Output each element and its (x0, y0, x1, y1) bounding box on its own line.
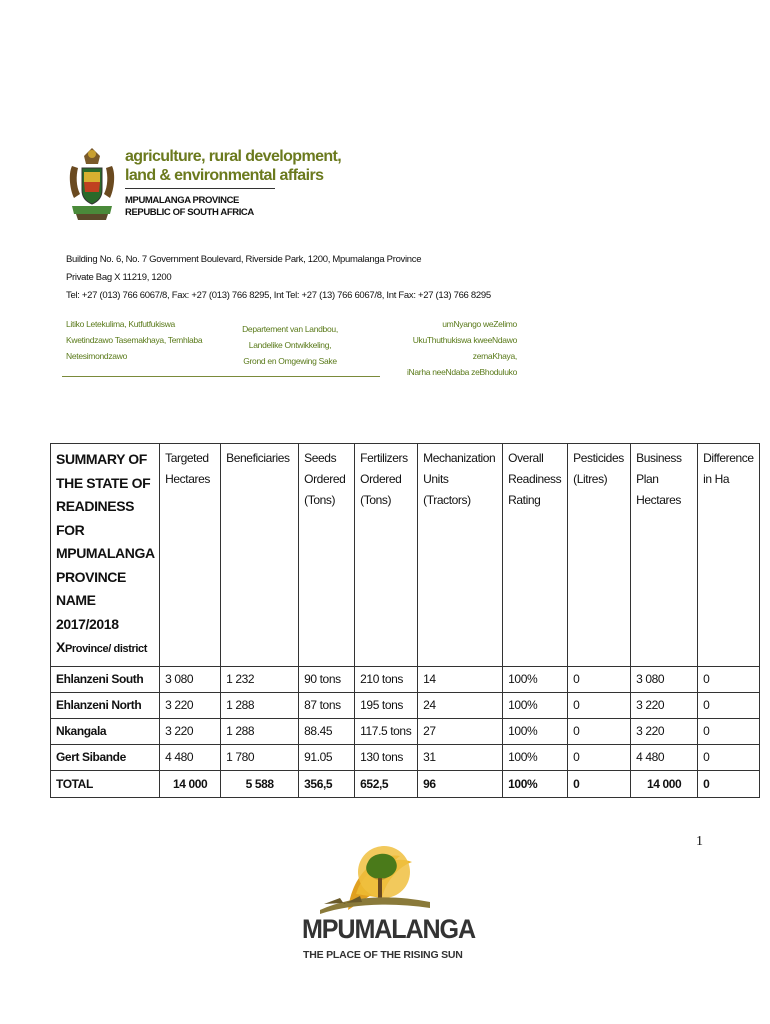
lang-line: Landelike Ontwikkeling, (248, 340, 332, 350)
footer-province-name: MPUMALANGA (302, 914, 475, 944)
cell: 3 220 (160, 692, 221, 718)
total-cell: 0 (698, 770, 759, 797)
lang-line: Netesimondzawo (66, 351, 127, 361)
column-header: Overall Readiness Rating (503, 444, 568, 667)
cell: 1 780 (221, 744, 299, 770)
department-name-ndebele (370, 316, 517, 380)
cell: 4 480 (631, 744, 698, 770)
cell: 27 (418, 718, 503, 744)
cell: 0 (698, 744, 759, 770)
country-name: REPUBLIC OF SOUTH AFRICA (125, 207, 254, 218)
cell: 14 (418, 666, 503, 692)
total-cell: 356,5 (299, 770, 355, 797)
total-cell: 5 588 (221, 770, 299, 797)
column-header: Business Plan Hectares (631, 444, 698, 667)
table-row (51, 744, 760, 770)
table-row (51, 692, 760, 718)
department-title (125, 147, 341, 185)
table-title: SUMMARY OF THE STATE OF READINESS FOR MPUMALANGA PROVINCE NAME 2017/2018 (56, 451, 155, 632)
contact-numbers: Tel: +27 (013) 766 6067/8, Fax: +27 (013) 766 8295, Int Tel: +27 (13) 766 6067/8, Int Fax: +27 (13) 766 8295 (66, 290, 491, 301)
total-label: TOTAL (51, 770, 160, 797)
cell: 117.5 tons (355, 718, 418, 744)
cell: 88.45 (299, 718, 355, 744)
cell: 24 (418, 692, 503, 718)
cell: 0 (568, 666, 631, 692)
department-title-line1: agriculture, rural development, (125, 148, 342, 165)
cell: 195 tons (355, 692, 418, 718)
total-row (51, 770, 760, 797)
district-name: Ehlanzeni North (51, 692, 160, 718)
lang-line: Kwetindzawo Tasemakhaya, Temhlaba (66, 335, 203, 345)
coat-of-arms-icon (64, 144, 120, 222)
cell: 31 (418, 744, 503, 770)
readiness-summary-table (50, 443, 760, 798)
table-title-sub: Province/ district (64, 643, 148, 655)
lang-line: UkuThuthukiswa kweeNdawo zemaKhaya, (412, 335, 517, 361)
lang-line: umNyango weZelimo (442, 319, 517, 329)
table-row (51, 718, 760, 744)
cell: 100% (503, 666, 568, 692)
cell: 3 220 (631, 718, 698, 744)
cell: 0 (698, 692, 759, 718)
cell: 130 tons (355, 744, 418, 770)
table-row (51, 666, 760, 692)
cell: 0 (698, 666, 759, 692)
cell: 0 (698, 718, 759, 744)
column-header: Fertilizers Ordered (Tons) (355, 444, 418, 667)
cell: 90 tons (299, 666, 355, 692)
cell: 3 080 (631, 666, 698, 692)
cell: 100% (503, 692, 568, 718)
table-title-cell (51, 444, 160, 667)
column-header: Seeds Ordered (Tons) (299, 444, 355, 667)
department-name-afrikaans (240, 321, 340, 369)
department-title-line2: land & environmental affairs (125, 167, 324, 184)
cell: 91.05 (299, 744, 355, 770)
cell: 0 (568, 692, 631, 718)
district-name: Ehlanzeni South (51, 666, 160, 692)
table-header-row (51, 444, 760, 667)
cell: 1 288 (221, 718, 299, 744)
total-cell: 96 (418, 770, 503, 797)
cell: 210 tons (355, 666, 418, 692)
cell: 3 220 (160, 718, 221, 744)
lang-line: iNarha neeNdaba zeBhoduluko (406, 367, 517, 377)
total-cell: 14 000 (631, 770, 698, 797)
district-name: Gert Sibande (51, 744, 160, 770)
total-cell: 652,5 (355, 770, 418, 797)
table-title-x: X (56, 639, 65, 655)
cell: 100% (503, 744, 568, 770)
language-divider (62, 376, 380, 377)
district-name: Nkangala (51, 718, 160, 744)
lang-line: Litiko Letekulima, Kutfutfukiswa (66, 319, 175, 329)
column-header: Targeted Hectares (160, 444, 221, 667)
footer-tagline: THE PLACE OF THE RISING SUN (303, 949, 463, 961)
cell: 3 220 (631, 692, 698, 718)
cell: 0 (568, 718, 631, 744)
cell: 1 288 (221, 692, 299, 718)
column-header: Pesticides (Litres) (568, 444, 631, 667)
address-block (66, 251, 491, 305)
cell: 1 232 (221, 666, 299, 692)
cell: 4 480 (160, 744, 221, 770)
page-number: 1 (696, 834, 703, 849)
province-label (125, 195, 254, 219)
lang-line: Grond en Omgewing Sake (243, 356, 337, 366)
address-line: Building No. 6, No. 7 Government Boulevard, Riverside Park, 1200, Mpumalanga Province (66, 254, 422, 265)
total-cell: 14 000 (160, 770, 221, 797)
cell: 100% (503, 718, 568, 744)
province-name: MPUMALANGA PROVINCE (125, 195, 239, 206)
cell: 3 080 (160, 666, 221, 692)
cell: 87 tons (299, 692, 355, 718)
header-divider (125, 188, 275, 189)
column-header: Difference in Ha (698, 444, 759, 667)
total-cell: 0 (568, 770, 631, 797)
lang-line: Departement van Landbou, (242, 324, 338, 334)
department-name-siswati (66, 316, 202, 364)
column-header: Beneficiaries (221, 444, 299, 667)
cell: 0 (568, 744, 631, 770)
postal-address: Private Bag X 11219, 1200 (66, 272, 172, 283)
column-header: Mechanization Units (Tractors) (418, 444, 503, 667)
total-cell: 100% (503, 770, 568, 797)
